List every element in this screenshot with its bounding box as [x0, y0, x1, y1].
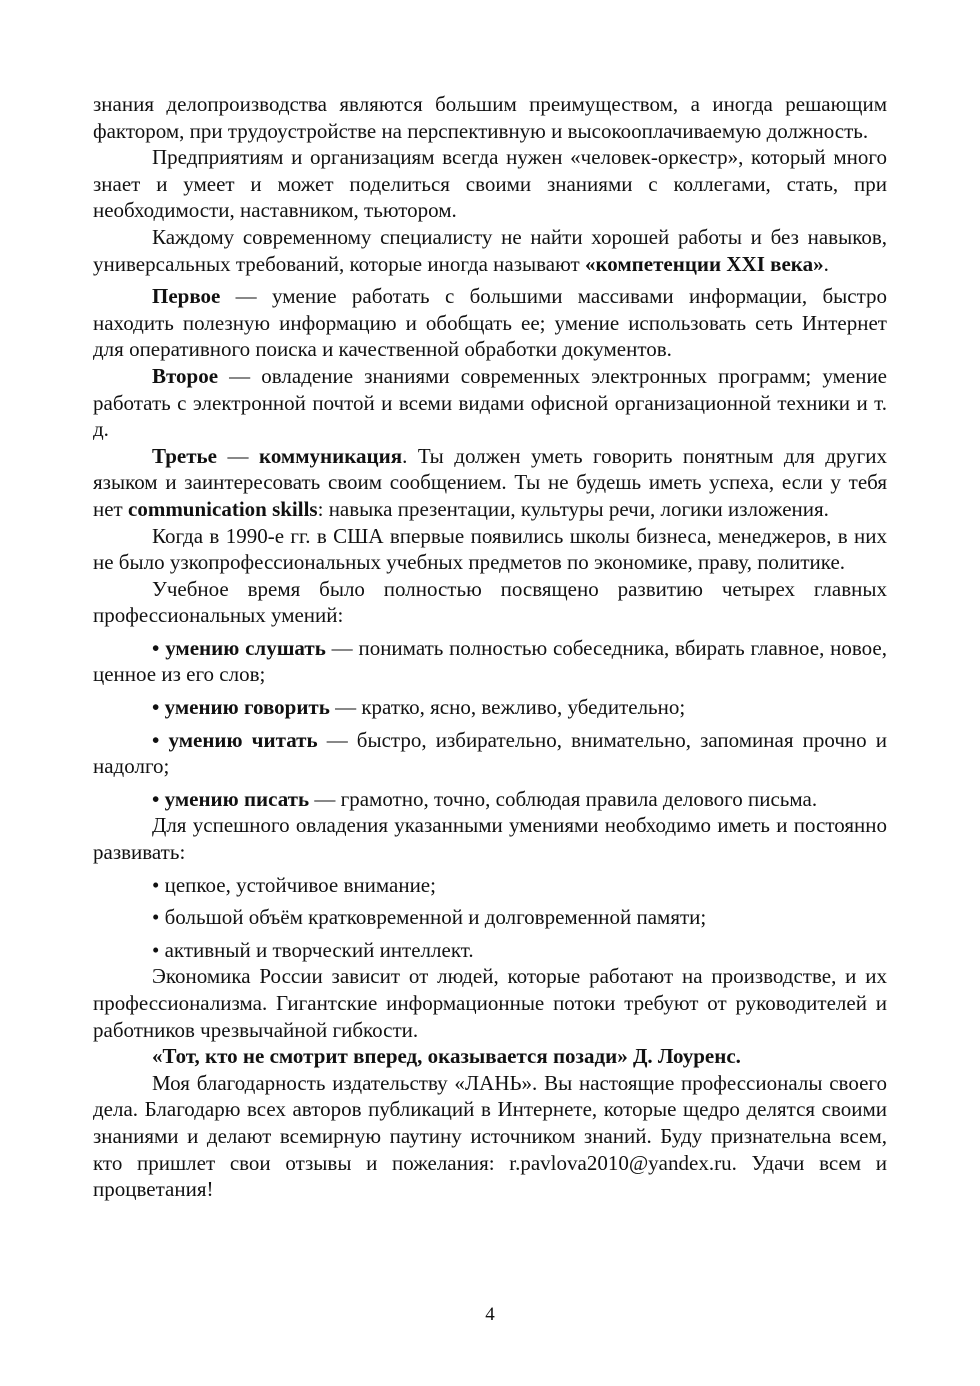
first-text: — умение работать с большими массивами информации, быстро находить полезную информацию и обобщать ее; умение использовать сеть Интернет для оперативного поиска и качественной обработки документов. [93, 284, 887, 362]
page-number: 4 [485, 1304, 495, 1325]
quote-text: «Тот, кто не смотрит вперед, оказывается позади» Д. Лоуренс. [152, 1044, 741, 1069]
competencies-term: «компетенции XXI века» [584, 251, 824, 276]
bullet: • [152, 695, 165, 720]
trait-item: • большой объём кратковременной и долговременной памяти; [152, 905, 707, 930]
first-term: Первое [152, 284, 221, 309]
paragraph-11: Моя благодарность издательству «ЛАНЬ». Вы настоящие профессионалы своего дела. Благодарю всех авторов публикаций в Интернете, которые щедро делятся своими знаниями и делают всемирную паутину источником знаний. Буду признательна всем, кто пришлет свои отзывы и пожелания: r.pavlova2010@yandex.ru. Удачи всем и процветания! [93, 1070, 887, 1202]
bullet: • [152, 635, 166, 660]
skill-item [93, 635, 887, 688]
third-dash: — [216, 443, 259, 468]
bullet: • [152, 727, 169, 752]
skill-label: умению писать [164, 786, 310, 811]
paragraph-8: Учебное время было полностью посвящено развитию четырех главных профессиональных умений: [93, 576, 887, 628]
paragraph-1: знания делопроизводства являются большим преимуществом, а иногда решающим фактором, при трудоустройстве на перспективную и высокооплачиваемую должность. [93, 92, 887, 143]
skill-item [93, 727, 887, 780]
skill-item [93, 694, 887, 721]
third-text-2: : навыка презентации, культуры речи, логики изложения. [317, 496, 829, 521]
third-text-1: . Ты должен уметь говорить понятным для других языком и заинтересовать своим сообщением. Ты не будешь иметь успеха, если у тебя нет [93, 443, 888, 521]
skill-text: — грамотно, точно, соблюдая правила делового письма. [309, 786, 818, 811]
skill-term [152, 636, 326, 660]
paragraph-3-text: Каждому современному специалисту не найти хорошей работы и без навыков, универсальных требований, которые иногда называют [93, 224, 887, 276]
skill-term [152, 787, 309, 811]
skill-term [152, 695, 330, 719]
trait-item: • активный и творческий интеллект. [152, 937, 474, 962]
skill-text: — кратко, ясно, вежливо, убедительно; [329, 695, 686, 720]
paragraph-7: Когда в 1990-е гг. в США впервые появились школы бизнеса, менеджеров, в них не было узкопрофессиональных учебных предметов по экономике, праву, политике. [93, 523, 887, 575]
paragraph-third [93, 443, 887, 523]
quote [93, 1043, 887, 1070]
skill-label: умению говорить [164, 695, 330, 720]
skill-label: умению слушать [165, 635, 326, 660]
communication-term: коммуникация [259, 443, 403, 468]
paragraph-second [93, 363, 887, 443]
skill-term [152, 728, 318, 752]
paragraph-2: Предприятиям и организациям всегда нужен «человек-оркестр», который много знает и умеет и может поделиться своими знаниями с коллегами, стать, при необходимости, наставником, тьютором. [93, 145, 887, 223]
paragraph-3-end: . [823, 251, 829, 276]
skill-label: умению читать [168, 727, 318, 752]
trait-item: • цепкое, устойчивое внимание; [152, 872, 436, 897]
third-term: Третье [152, 443, 217, 468]
skill-text: — быстро, избирательно, внимательно, запоминая прочно и надолго; [93, 727, 887, 779]
bullet: • [152, 786, 165, 811]
communication-skills-term: communication skills [128, 496, 318, 521]
second-term: Второе [152, 363, 219, 388]
skill-item [93, 786, 887, 813]
skill-text: — понимать полностью собеседника, вбирать главное, новое, ценное из его слов; [93, 635, 887, 687]
paragraph-3 [93, 224, 887, 277]
paragraph-10: Экономика России зависит от людей, которые работают на производстве, и их профессионализма. Гигантские информационные потоки требуют от руководителей и работников чрезвычайной гибкости. [93, 964, 887, 1042]
paragraph-9: Для успешного овладения указанными умениями необходимо иметь и постоянно развивать: [93, 813, 887, 865]
second-text: — овладение знаниями современных электронных программ; умение работать с электронной почтой и всеми видами офисной организационной техники и т. д. [93, 363, 887, 442]
page-body [93, 91, 887, 1203]
paragraph-first [93, 283, 887, 363]
